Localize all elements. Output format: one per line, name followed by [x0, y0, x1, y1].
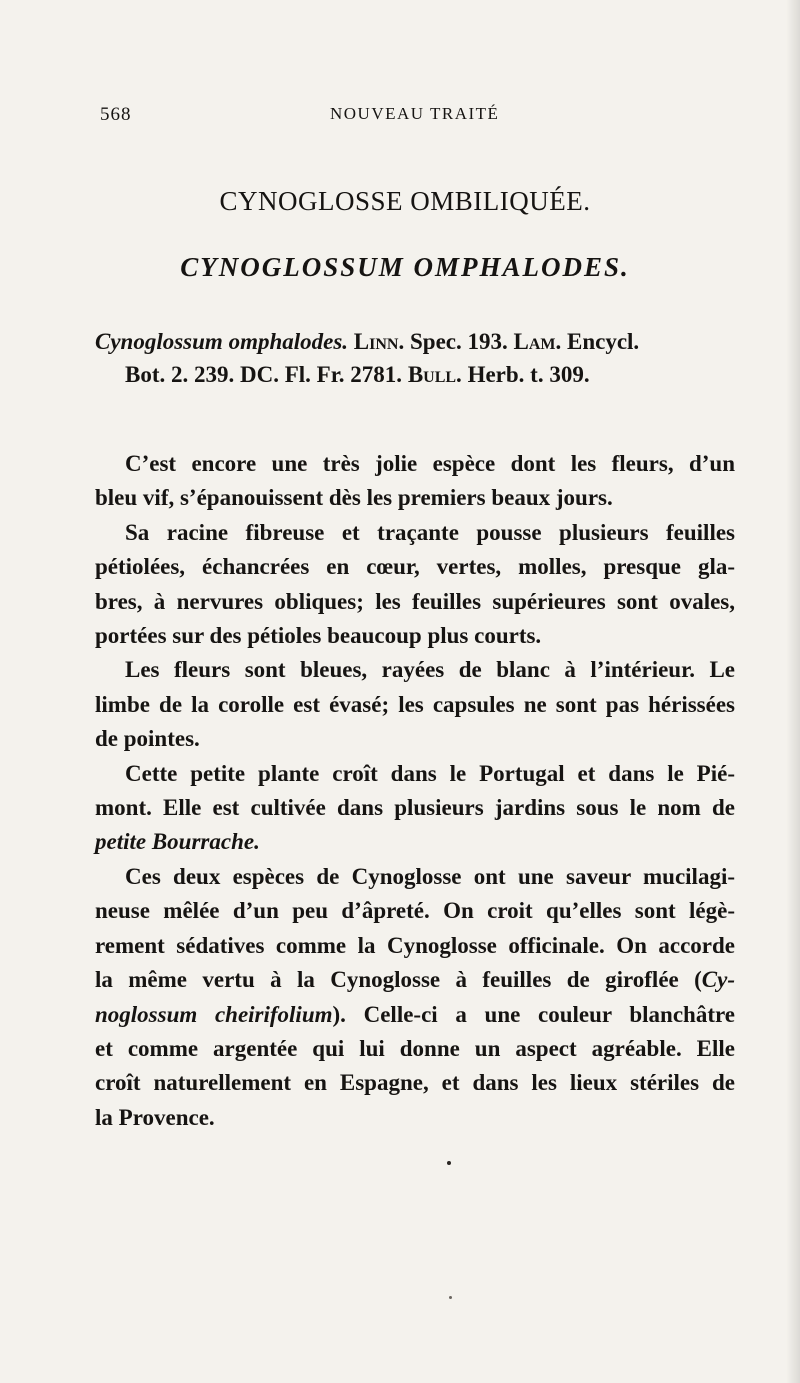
synonymy-author-lam: Lam.: [513, 329, 562, 354]
text-line: Sa racine fibreuse et traçante pousse plusieurs feuilles: [125, 519, 735, 545]
text-line: rement sédatives comme la Cynoglosse officinale. On accorde: [95, 932, 735, 958]
section-title-french: CYNOGLOSSE OMBILIQUÉE.: [219, 186, 591, 216]
synonymy-author-linn: Linn.: [353, 329, 405, 354]
text-line-italic: petite Bourrache.: [95, 829, 260, 855]
text-segment: ). Celle-ci a une couleur blanchâtre: [332, 1001, 735, 1027]
text-line: portées sur des pétioles beaucoup plus courts.: [95, 623, 542, 649]
synonymy-ref-bull: Herb. t. 309.: [467, 362, 590, 387]
page-number: 568: [100, 104, 132, 125]
section-title-latin: CYNOGLOSSUM OMPHALODES.: [180, 252, 630, 282]
synonymy-block: [95, 325, 775, 391]
text-line: C’est encore une très jolie espèce dont les fleurs, d’un: [125, 451, 735, 476]
text-line: la Provence.: [95, 1104, 215, 1130]
body-text: [95, 447, 735, 1135]
text-line: bres, à nervures obliques; les feuilles supérieures sont ovales,: [95, 588, 735, 614]
text-line: bleu vif, s’épanouissent dès les premiers beaux jours.: [95, 485, 613, 511]
text-segment-italic: Cy-: [701, 967, 735, 993]
running-title: NOUVEAU TRAITÉ: [330, 104, 500, 123]
running-header: [100, 104, 740, 128]
synonymy-author-bull: Bull.: [407, 362, 462, 387]
text-line: neuse mêlée d’un peu d’âpreté. On croit qu’elles sont légè-: [95, 898, 735, 924]
synonymy-ref-lam: Encycl.: [566, 329, 640, 354]
synonymy-line-1: [95, 325, 775, 358]
text-line: pétiolées, échancrées en cœur, vertes, molles, presque gla-: [95, 554, 735, 580]
text-line: de pointes.: [95, 726, 200, 752]
text-line: mont. Elle est cultivée dans plusieurs jardins sous le nom de: [95, 795, 735, 821]
text-line: croît naturellement en Espagne, et dans les lieux stériles de: [95, 1070, 735, 1096]
synonymy-line-2: [95, 358, 775, 391]
text-line: Ces deux espèces de Cynoglosse ont une saveur mucilagi-: [125, 863, 735, 889]
text-line: limbe de la corolle est évasé; les capsules ne sont pas hérissées: [95, 691, 735, 717]
text-line: [95, 998, 735, 1032]
text-segment: la même vertu à la Cynoglosse à feuilles de giroflée (: [95, 967, 702, 993]
synonymy-ref-dc: Bot. 2. 239. DC. Fl. Fr. 2781.: [125, 362, 403, 387]
text-line: et comme argentée qui lui donne un aspect agréable. Elle: [95, 1035, 735, 1061]
text-line: Cette petite plante croît dans le Portugal et dans le Pié-: [125, 760, 735, 786]
text-line: Les fleurs sont bleues, rayées de blanc à l’intérieur. Le: [125, 657, 735, 683]
print-speck: [447, 1161, 451, 1165]
print-speck: [449, 1296, 452, 1299]
synonymy-species: Cynoglossum omphalodes.: [95, 329, 349, 354]
text-line: [95, 963, 735, 997]
text-segment-italic: noglossum cheirifolium: [95, 1001, 333, 1027]
synonymy-ref-linn: Spec. 193.: [409, 329, 508, 354]
